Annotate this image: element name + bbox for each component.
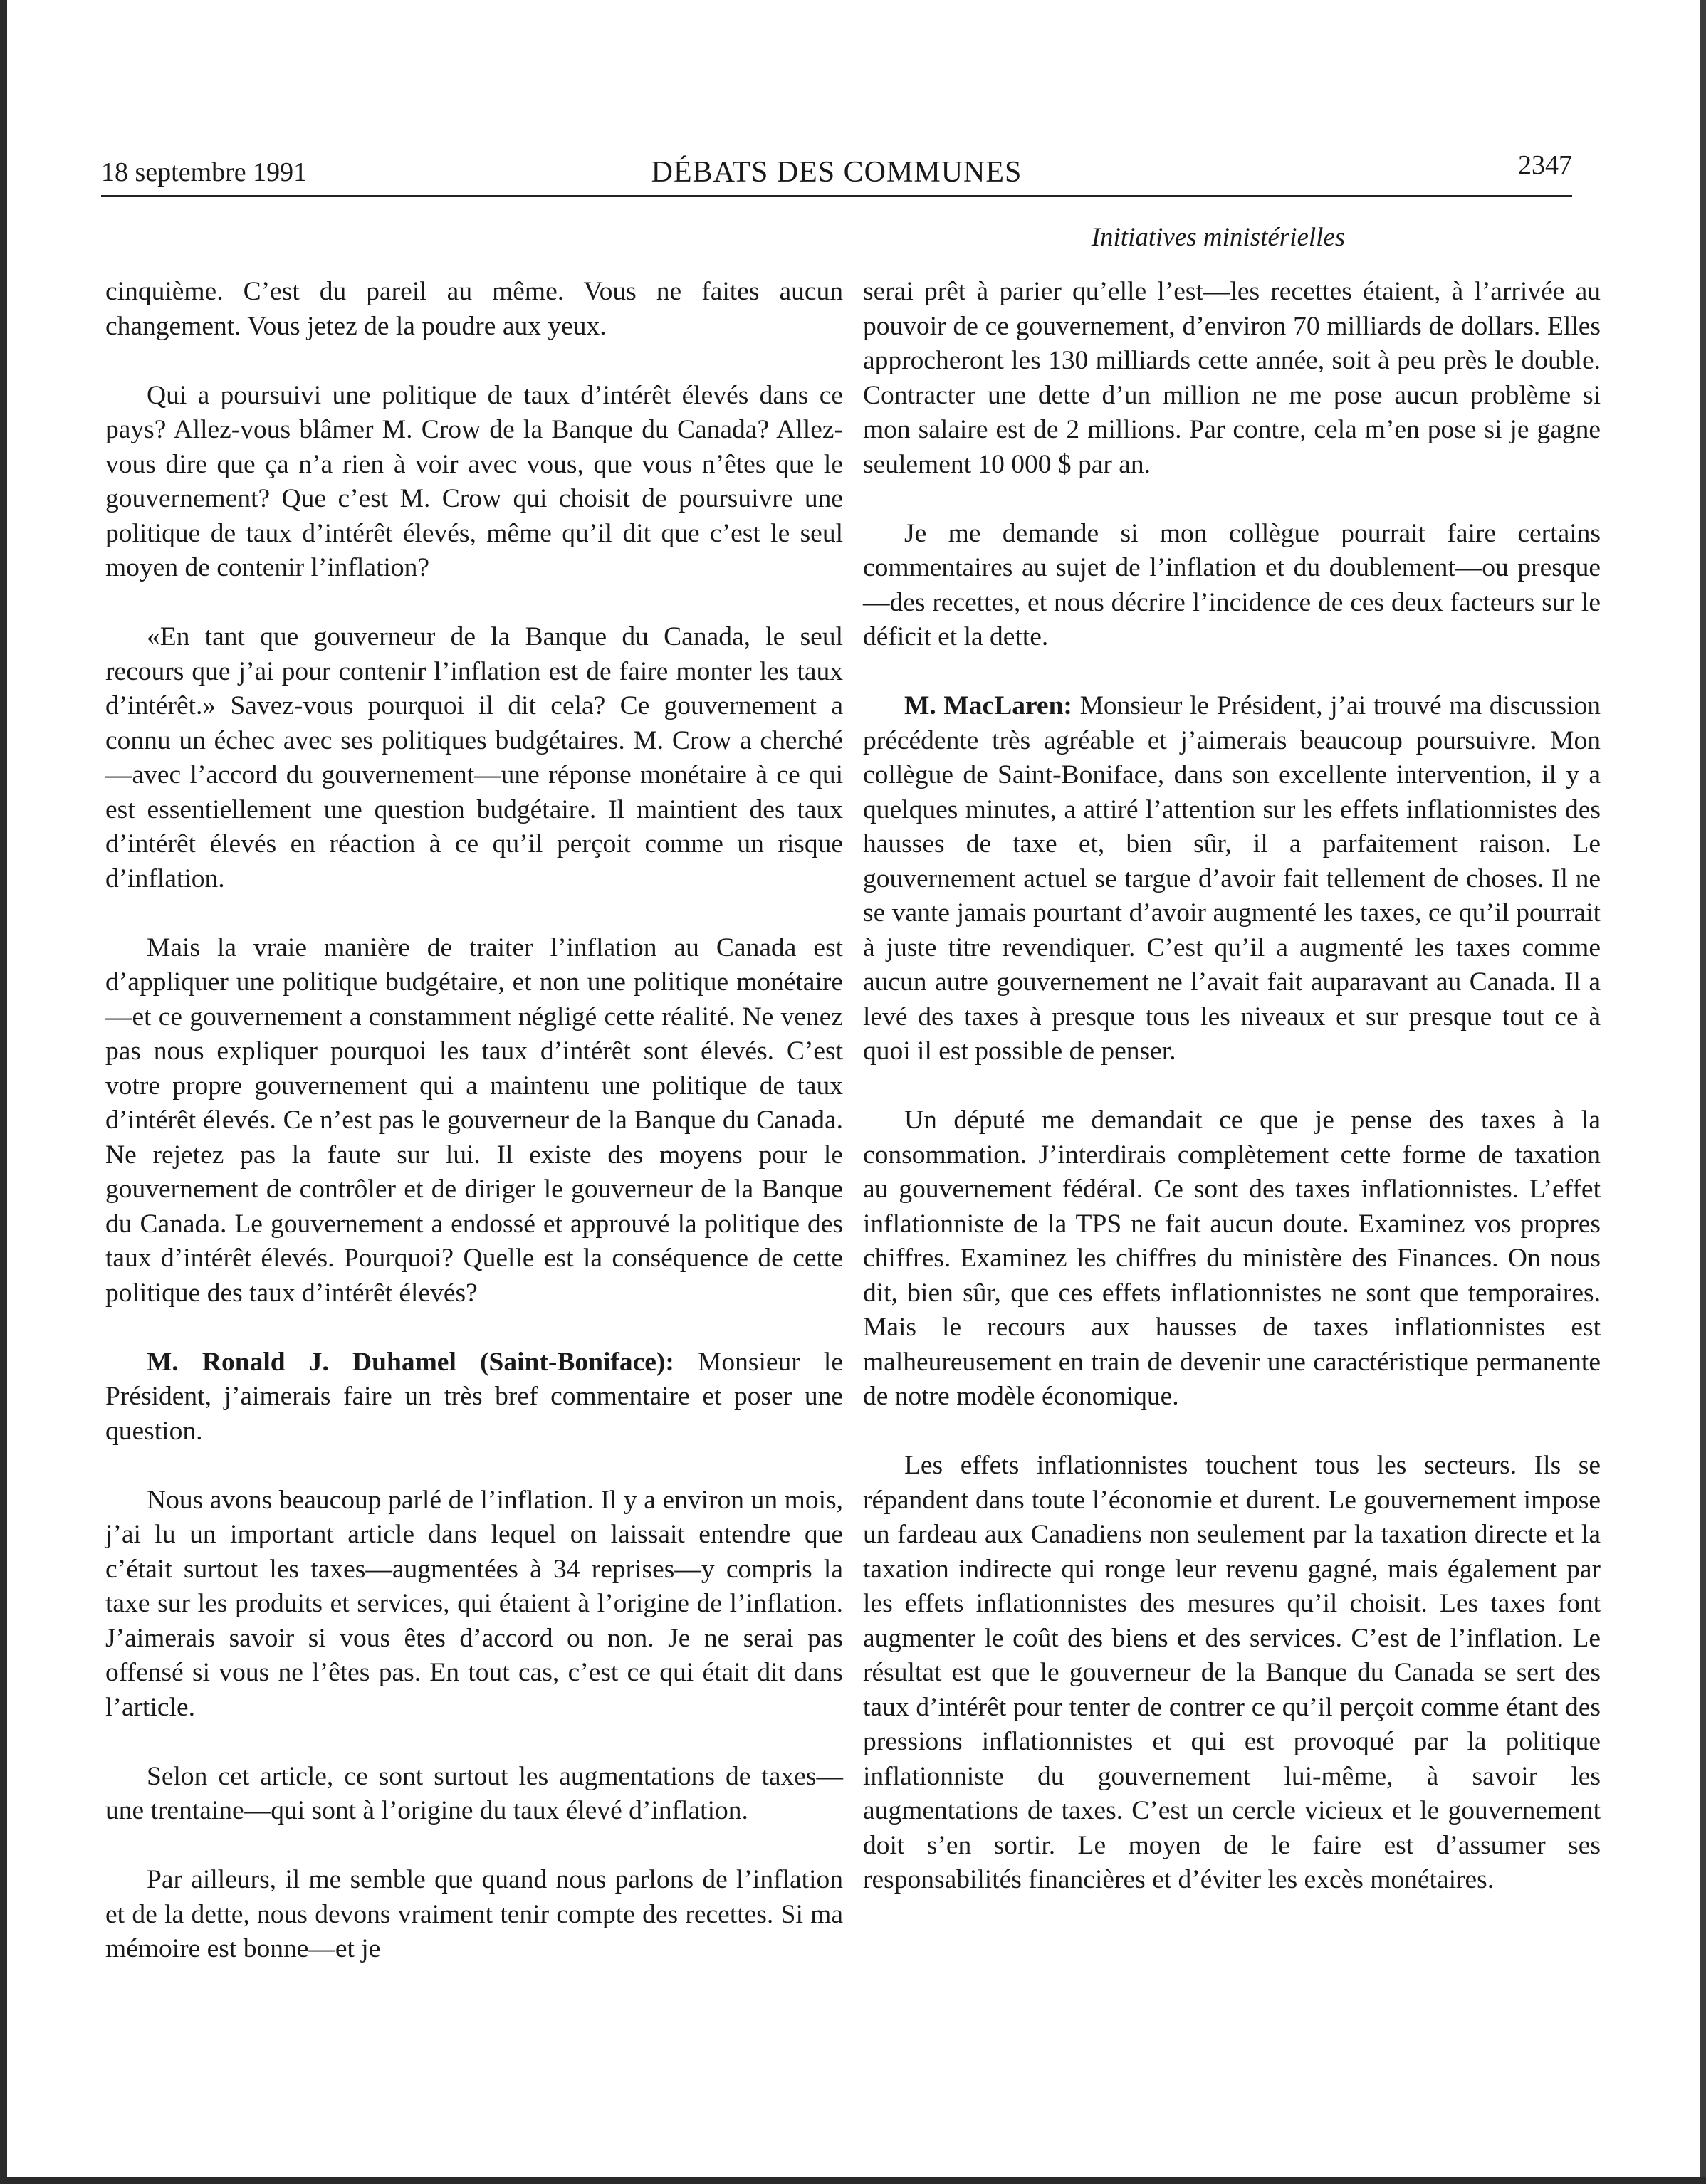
header-title: DÉBATS DES COMMUNES — [651, 156, 1022, 189]
paragraph-text: Monsieur le Président, j’ai trouvé ma discussion précédente très agréable et j’aimerais beaucoup poursuivre. Mon collègue de Saint-Boniface, dans son excellente intervention, il y a quelques minutes, a attiré l’attention sur les effets inflationnistes des hausses de taxe et, bien sûr, il a parfaitement raison. Le gouvernement actuel se targue d’avoir fait tellement de choses. Il ne se vante jamais pourtant d’avoir augmenté les taxes, ce qu’il pourrait à juste titre revendiquer. C’est qu’il a augmenté les taxes comme aucun autre gouvernement ne l’avait fait auparavant au Canada. Il a levé des taxes à presque tous les niveaux et sur presque tout ce à quoi il est possible de penser. — [863, 691, 1601, 1066]
scan-edge-right — [1700, 0, 1706, 2184]
speaker-name: M. MacLaren: — [904, 691, 1072, 720]
paragraph-text: Par ailleurs, il me semble que quand nous parlons de l’inflation et de la dette, nous devons vraiment tenir compte des recettes. Si ma mémoire est bonne—et je — [105, 1865, 843, 1963]
paragraph — [863, 517, 1601, 655]
left-column — [105, 275, 843, 2001]
paragraph-text: Les effets inflationnistes touchent tous les secteurs. Ils se répandent dans toute l’économie et durent. Le gouvernement impose un fardeau aux Canadiens non seulement par la taxation directe et la taxation indirecte qui ronge leur revenu gagné, mais également par les effets inflationnistes des mesures qu’il choisit. Les taxes font augmenter le coût des biens et des services. C’est de l’inflation. Le résultat est que le gouverneur de la Banque du Canada se sert des taux d’intérêt pour tenter de contrer ce qu’il perçoit comme étant des pressions inflationnistes et qui est provoqué par la politique inflationniste du gouvernement lui-même, à savoir les augmentations de taxes. C’est un cercle vicieux et le gouvernement doit s’en sortir. Le moyen de le faire est d’assumer ses responsabilités financières et d’éviter les excès monétaires. — [863, 1451, 1601, 1894]
paragraph-text: Nous avons beaucoup parlé de l’inflation. Il y a environ un mois, j’ai lu un important article dans lequel on laissait entendre que c’était surtout les taxes—augmentées à 34 reprises—y compris la taxe sur les produits et services, qui étaient à l’origine de l’inflation. J’aimerais savoir si vous êtes d’accord ou non. Je ne serai pas offensé si vous ne l’êtes pas. En tout cas, c’est ce qui était dit dans l’article. — [105, 1485, 843, 1722]
paragraph — [105, 379, 843, 586]
paragraph-text: «En tant que gouverneur de la Banque du Canada, le seul recours que j’ai pour contenir l’inflation est de faire monter les taux d’intérêt.» Savez-vous pourquoi il dit cela? Ce gouvernement a connu un échec avec ses politiques budgétaires. M. Crow a cherché—avec l’accord du gouvernement—une réponse monétaire à ce qui est essentiellement une question budgétaire. Il maintient des taux d’intérêt élevés en réaction à ce qu’il perçoit comme un risque d’inflation. — [105, 622, 843, 893]
scan-edge-bottom — [0, 2177, 1706, 2184]
right-column — [863, 275, 1601, 1932]
paragraph — [105, 275, 843, 344]
paragraph-text: cinquième. C’est du pareil au même. Vous ne faites aucun changement. Vous jetez de la poudre aux yeux. — [105, 277, 843, 341]
paragraph-text: Monsieur le Président, j’aimerais faire un très bref commentaire et poser une question. — [105, 1347, 843, 1446]
paragraph — [105, 1484, 843, 1726]
paragraph-text: Qui a poursuivi une politique de taux d’intérêt élevés dans ce pays? Allez-vous blâmer M. Crow de la Banque du Canada? Allez-vous dire que ça n’a rien à voir avec vous, que vous n’êtes que le gouvernement? Que c’est M. Crow qui choisit de poursuivre une politique de taux d’intérêt élevés, même qu’il dit que c’est le seul moyen de contenir l’inflation? — [105, 380, 843, 582]
paragraph-text: Mais la vraie manière de traiter l’inflation au Canada est d’appliquer une politique budgétaire, et non une politique monétaire—et ce gouvernement a constamment négligé cette réalité. Ne venez pas nous expliquer pourquoi les taux d’intérêt sont élevés. C’est votre propre gouvernement qui a maintenu une politique de taux d’intérêt élevés. Ce n’est pas le gouverneur de la Banque du Canada. Ne rejetez pas la faute sur lui. Il existe des moyens pour le gouvernement de contrôler et de diriger le gouverneur de la Banque du Canada. Le gouvernement a endossé et approuvé la politique des taux d’intérêt élevés. Pourquoi? Quelle est la conséquence de cette politique des taux d’intérêt élevés? — [105, 933, 843, 1308]
page-header — [101, 147, 1572, 197]
paragraph — [105, 1760, 843, 1829]
header-date: 18 septembre 1991 — [101, 157, 308, 187]
page-number: 2347 — [1518, 150, 1572, 180]
paragraph — [105, 1345, 843, 1449]
paragraph-text: serai prêt à parier qu’elle l’est—les recettes étaient, à l’arrivée au pouvoir de ce gouvernement, d’environ 70 milliards de dollars. Elles approcheront les 130 milliards cette année, soit à peu près le double. Contracter une dette d’un million ne me pose aucun problème si mon salaire est de 2 millions. Par contre, cela m’en pose si je gagne seulement 10 000 $ par an. — [863, 277, 1601, 479]
paragraph-text: Je me demande si mon collègue pourrait faire certains commentaires au sujet de l’inflation et du doublement—ou presque—des recettes, et nous décrire l’incidence de ces deux facteurs sur le déficit et la dette. — [863, 518, 1601, 651]
paragraph — [863, 1103, 1601, 1414]
paragraph — [863, 1449, 1601, 1898]
paragraph — [105, 931, 843, 1311]
paragraph — [105, 1863, 843, 1967]
scan-edge-left — [0, 0, 7, 2184]
paragraph — [863, 689, 1601, 1069]
paragraph — [863, 275, 1601, 482]
speaker-name: M. Ronald J. Duhamel (Saint-Boniface): — [147, 1347, 674, 1377]
paragraph-text: Selon cet article, ce sont surtout les augmentations de taxes—une trentaine—qui sont à l’origine du taux élevé d’inflation. — [105, 1761, 843, 1825]
section-title: Initiatives ministérielles — [1091, 223, 1346, 252]
paragraph-text: Un député me demandait ce que je pense des taxes à la consommation. J’interdirais complètement cette forme de taxation au gouvernement fédéral. Ce sont des taxes inflationnistes. L’effet inflationniste de la TPS ne fait aucun doute. Examinez vos propres chiffres. Examinez les chiffres du ministère des Finances. On nous dit, bien sûr, que ces effets inflationnistes ne sont que temporaires. Mais le recours aux hausses de taxes inflationnistes est malheureusement en train de devenir une caractéristique permanente de notre modèle économique. — [863, 1106, 1601, 1411]
paragraph — [105, 620, 843, 896]
